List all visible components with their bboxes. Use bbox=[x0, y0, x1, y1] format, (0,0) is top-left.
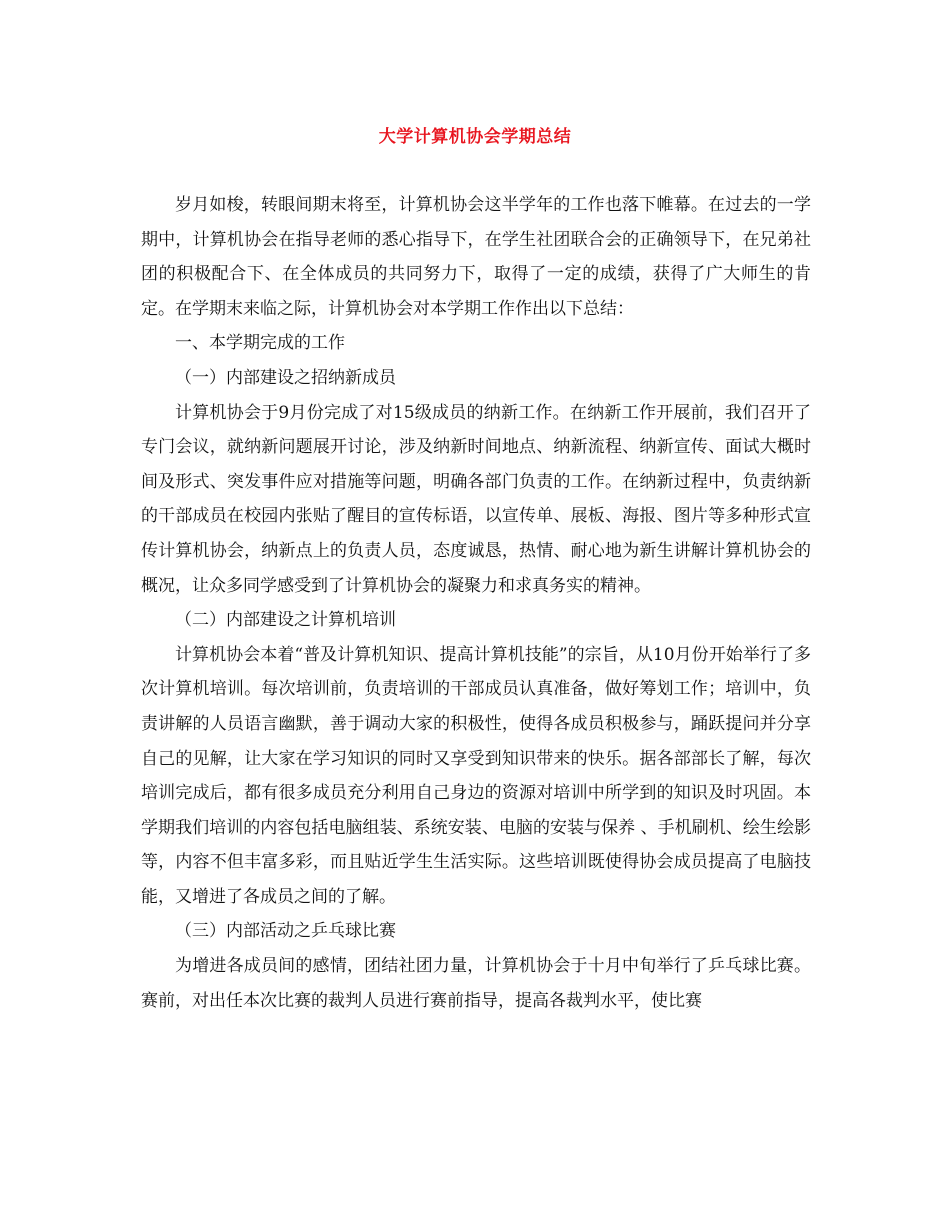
section-heading: 一、本学期完成的工作 bbox=[175, 333, 345, 354]
table-tennis-paragraph: 为增进各成员间的感情，团结社团力量，计算机协会于十月中旬举行了乒乓球比赛。赛前，对出任本次比赛的裁判人员进行赛前指导，提高各裁判水平，使比赛 bbox=[141, 956, 811, 1011]
training-paragraph: 计算机协会本着“普及计算机知识、提高计算机技能”的宗旨，从10月份开始举行了多次计算机培训。每次培训前，负责培训的干部成员认真准备，做好筹划工作；培训中，负责讲解的人员语言幽默，善于调动大家的积极性，使得各成员积极参与，踊跃提问并分享自己的见解，让大家在学习知识的同时又享受到知识带来的快乐。据各部部长了解，每次培训完成后，都有很多成员充分利用自己身边的资源对培训中所学到的知识及时巩固。本学期我们培训的内容包括电脑组装、系统安装、电脑的安装与保养 、手机刷机、绘生绘影等，内容不但丰富多彩，而且贴近学生生活实际。这些培训既使得协会成员提高了电脑技能，又增进了各成员之间的了解。 bbox=[141, 644, 811, 907]
recruitment-paragraph: 计算机协会于9月份完成了对15级成员的纳新工作。在纳新工作开展前，我们召开了专门会议，就纳新问题展开讨论，涉及纳新时间地点、纳新流程、纳新宣传、面试大概时间及形式、突发事件应对措施等问题，明确各部门负责的工作。在纳新过程中，负责纳新的干部成员在校园内张贴了醒目的宣传标语，以宣传单、展板、海报、图片等多种形式宣传计算机协会，纳新点上的负责人员，态度诚恳，热情、耐心地为新生讲解计算机协会的概况，让众多同学感受到了计算机协会的凝聚力和求真务实的精神。 bbox=[141, 402, 811, 596]
document-body bbox=[141, 188, 811, 1018]
subsection-heading-table-tennis: （三）内部活动之乒乓球比赛 bbox=[175, 921, 396, 942]
subsection-heading-training: （二）内部建设之计算机培训 bbox=[175, 610, 396, 631]
subsection-heading-recruitment: （一）内部建设之招纳新成员 bbox=[175, 367, 396, 388]
document-title: 大学计算机协会学期总结 bbox=[378, 127, 572, 147]
intro-paragraph: 岁月如梭，转眼间期末将至，计算机协会这半学年的工作也落下帷幕。在过去的一学期中，计算机协会在指导老师的悉心指导下，在学生社团联合会的正确领导下，在兄弟社团的积极配合下、在全体成员的共同努力下，取得了一定的成绩，获得了广大师生的肯定。在学期末来临之际，计算机协会对本学期工作作出以下总结： bbox=[141, 195, 811, 319]
